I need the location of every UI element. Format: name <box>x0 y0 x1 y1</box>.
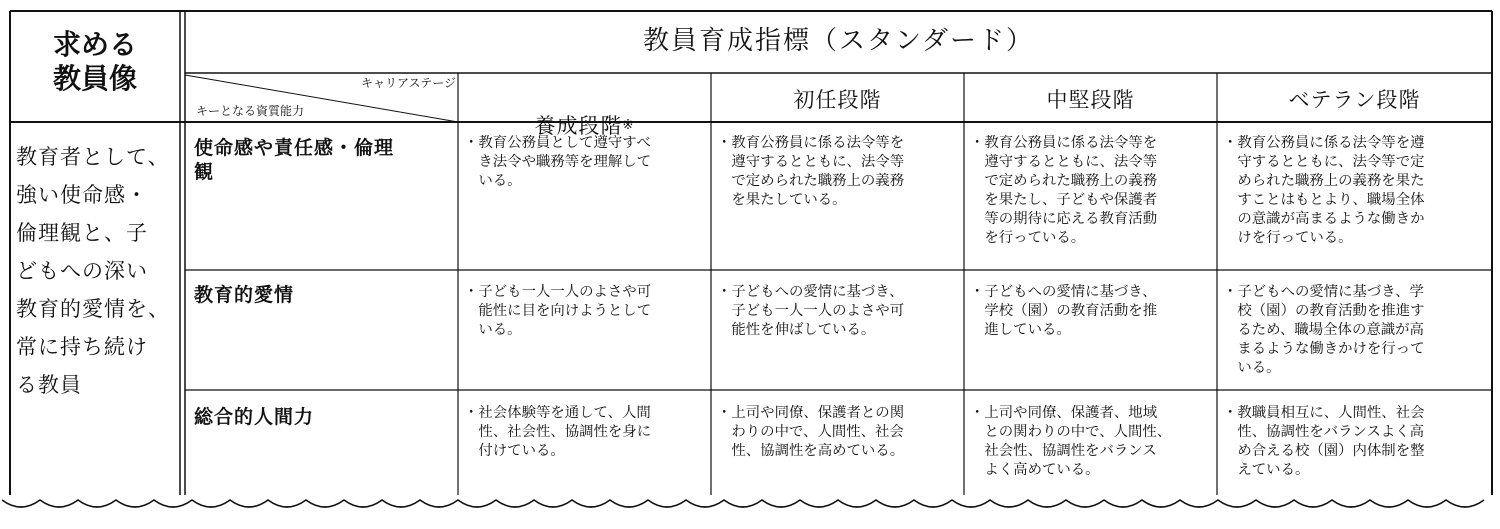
cell-humanity-training: ・社会体験等を通して、人間 性、社会性、協調性を身に 付けている。 <box>464 405 652 459</box>
cell-mission-novice: ・教育公務員に係る法令等を 遵守するとともに、法令等 で定められた職務上の義務 を果たしている。 <box>717 135 905 208</box>
stage-header-training <box>458 87 711 139</box>
cell-affection-training: ・子ども一人一人のよさや可 能性に目を向けようとして いる。 <box>464 284 652 338</box>
stage-header-novice: 初任段階 <box>793 88 882 112</box>
ideal-teacher-header: 求める 教員像 <box>52 28 137 95</box>
ideal-teacher-text: 教育者として、 強い使命感・ 倫理観と、子 どもへの深い 教育的愛情を、 常に持ち続け る教員 <box>16 145 170 397</box>
career-stage-label: キャリアステージ <box>360 76 456 90</box>
cell-mission-veteran: ・教育公務員に係る法令等を遵 守するとともに、法令等で定 められた職務上の義務を果た すことはもとより、職場全体 の意識が高まるような働きか けを行っている。 <box>1223 135 1425 246</box>
cell-affection-veteran: ・子どもへの愛情に基づき、学 校（園）の教育活動を推進す るため、職場全体の意識が高 まるような働きかけを行って いる。 <box>1223 284 1425 376</box>
competency-mission: 使命感や責任感・倫理 観 <box>194 137 395 183</box>
cell-humanity-veteran: ・教職員相互に、人間性、社会 性、協調性をバランスよく高 め合える校（園）内体制を整 えている。 <box>1223 405 1425 478</box>
stage-header-mid: 中堅段階 <box>1046 88 1135 112</box>
table-title: 教員育成指標（スタンダード） <box>643 26 1034 56</box>
competency-humanity: 総合的人間力 <box>194 406 315 428</box>
stage-note-mark: ※ <box>622 118 635 133</box>
cell-humanity-novice: ・上司や同僚、保護者との関 わりの中で、人間性、社会 性、協調性を高めている。 <box>717 405 905 459</box>
stage-label: 養成段階 <box>534 114 623 138</box>
stage-header-veteran: ベテラン段階 <box>1288 88 1421 112</box>
competency-affection: 教育的愛情 <box>194 284 295 306</box>
cell-affection-novice: ・子どもへの愛情に基づき、 子ども一人一人のよさや可 能性を伸ばしている。 <box>717 284 905 338</box>
cell-humanity-mid: ・上司や同僚、保護者、地域 との関わりの中で、人間性、 社会性、協調性をバランス よく高めている。 <box>970 405 1172 478</box>
key-competency-label: キーとなる資質能力 <box>196 104 305 118</box>
cell-mission-mid: ・教育公務員に係る法令等を 遵守するとともに、法令等 で定められた職務上の義務 を果たし、子どもや保護者 等の期待に応える教育活動 を行っている。 <box>970 135 1158 246</box>
cell-mission-training: ・教育公務員として遵守すべ き法令や職務等を理解して いる。 <box>464 135 652 189</box>
cell-affection-mid: ・子どもへの愛情に基づき、 学校（園）の教育活動を推 進している。 <box>970 284 1158 338</box>
